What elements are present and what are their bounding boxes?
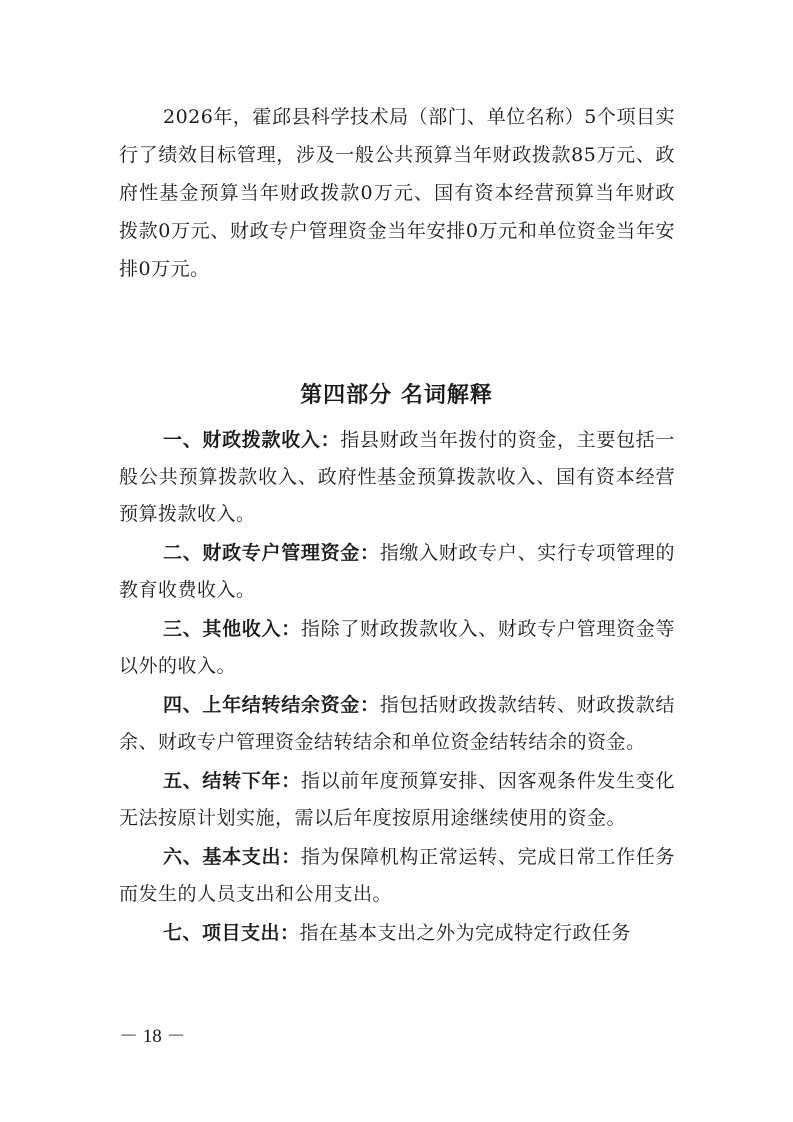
definition-term: 七、项目支出： xyxy=(163,922,300,944)
definition-term: 一、财政拨款收入： xyxy=(163,429,341,451)
definition-text: 指在基本支出之外为完成特定行政任务 xyxy=(299,922,632,944)
section-title: 第四部分 名词解释 xyxy=(300,383,493,408)
definition-text: 指以前年度预算安排、因客观条件发生变化无法按原计划实施，需以后年度按原用途继续使用的资金。 xyxy=(119,770,675,829)
definition-text: 指缴入财政专户、实行专项管理的教育收费收入。 xyxy=(119,542,675,601)
definition-term: 三、其他收入： xyxy=(163,618,301,640)
definition-item xyxy=(119,611,675,685)
definition-term: 二、财政专户管理资金： xyxy=(163,542,380,564)
definition-item xyxy=(119,687,675,761)
definition-term: 五、结转下年： xyxy=(163,770,301,792)
definition-item xyxy=(119,915,675,952)
definition-text: 指除了财政拨款收入、财政专户管理资金等以外的收入。 xyxy=(119,618,675,677)
definition-item xyxy=(119,535,675,609)
definition-item xyxy=(119,422,675,533)
definition-text: 指为保障机构正常运转、完成日常工作任务而发生的人员支出和公用支出。 xyxy=(119,846,675,905)
definition-term: 四、上年结转结余资金： xyxy=(163,694,380,716)
definition-text: 指包括财政拨款结转、财政拨款结余、财政专户管理资金结转结余和单位资金结转结余的资金。 xyxy=(119,694,675,753)
definition-text: 指县财政当年拨付的资金，主要包括一般公共预算拨款收入、政府性基金预算拨款收入、国有资本经营预算拨款收入。 xyxy=(119,429,675,525)
definition-term: 六、基本支出： xyxy=(163,846,301,868)
page-number: － 18 － xyxy=(119,1026,186,1047)
definitions-list xyxy=(119,422,675,954)
intro-paragraph: 2026年，霍邱县科学技术局（部门、单位名称）5个项目实行了绩效目标管理，涉及一般公共预算当年财政拨款85万元、政府性基金预算当年财政拨款0万元、国有资本经营预算当年财政拨款0万元、财政专户管理资金当年安排0万元和单位资金当年安排0万元。 xyxy=(119,106,675,280)
definition-item xyxy=(119,763,675,837)
definition-item xyxy=(119,839,675,913)
